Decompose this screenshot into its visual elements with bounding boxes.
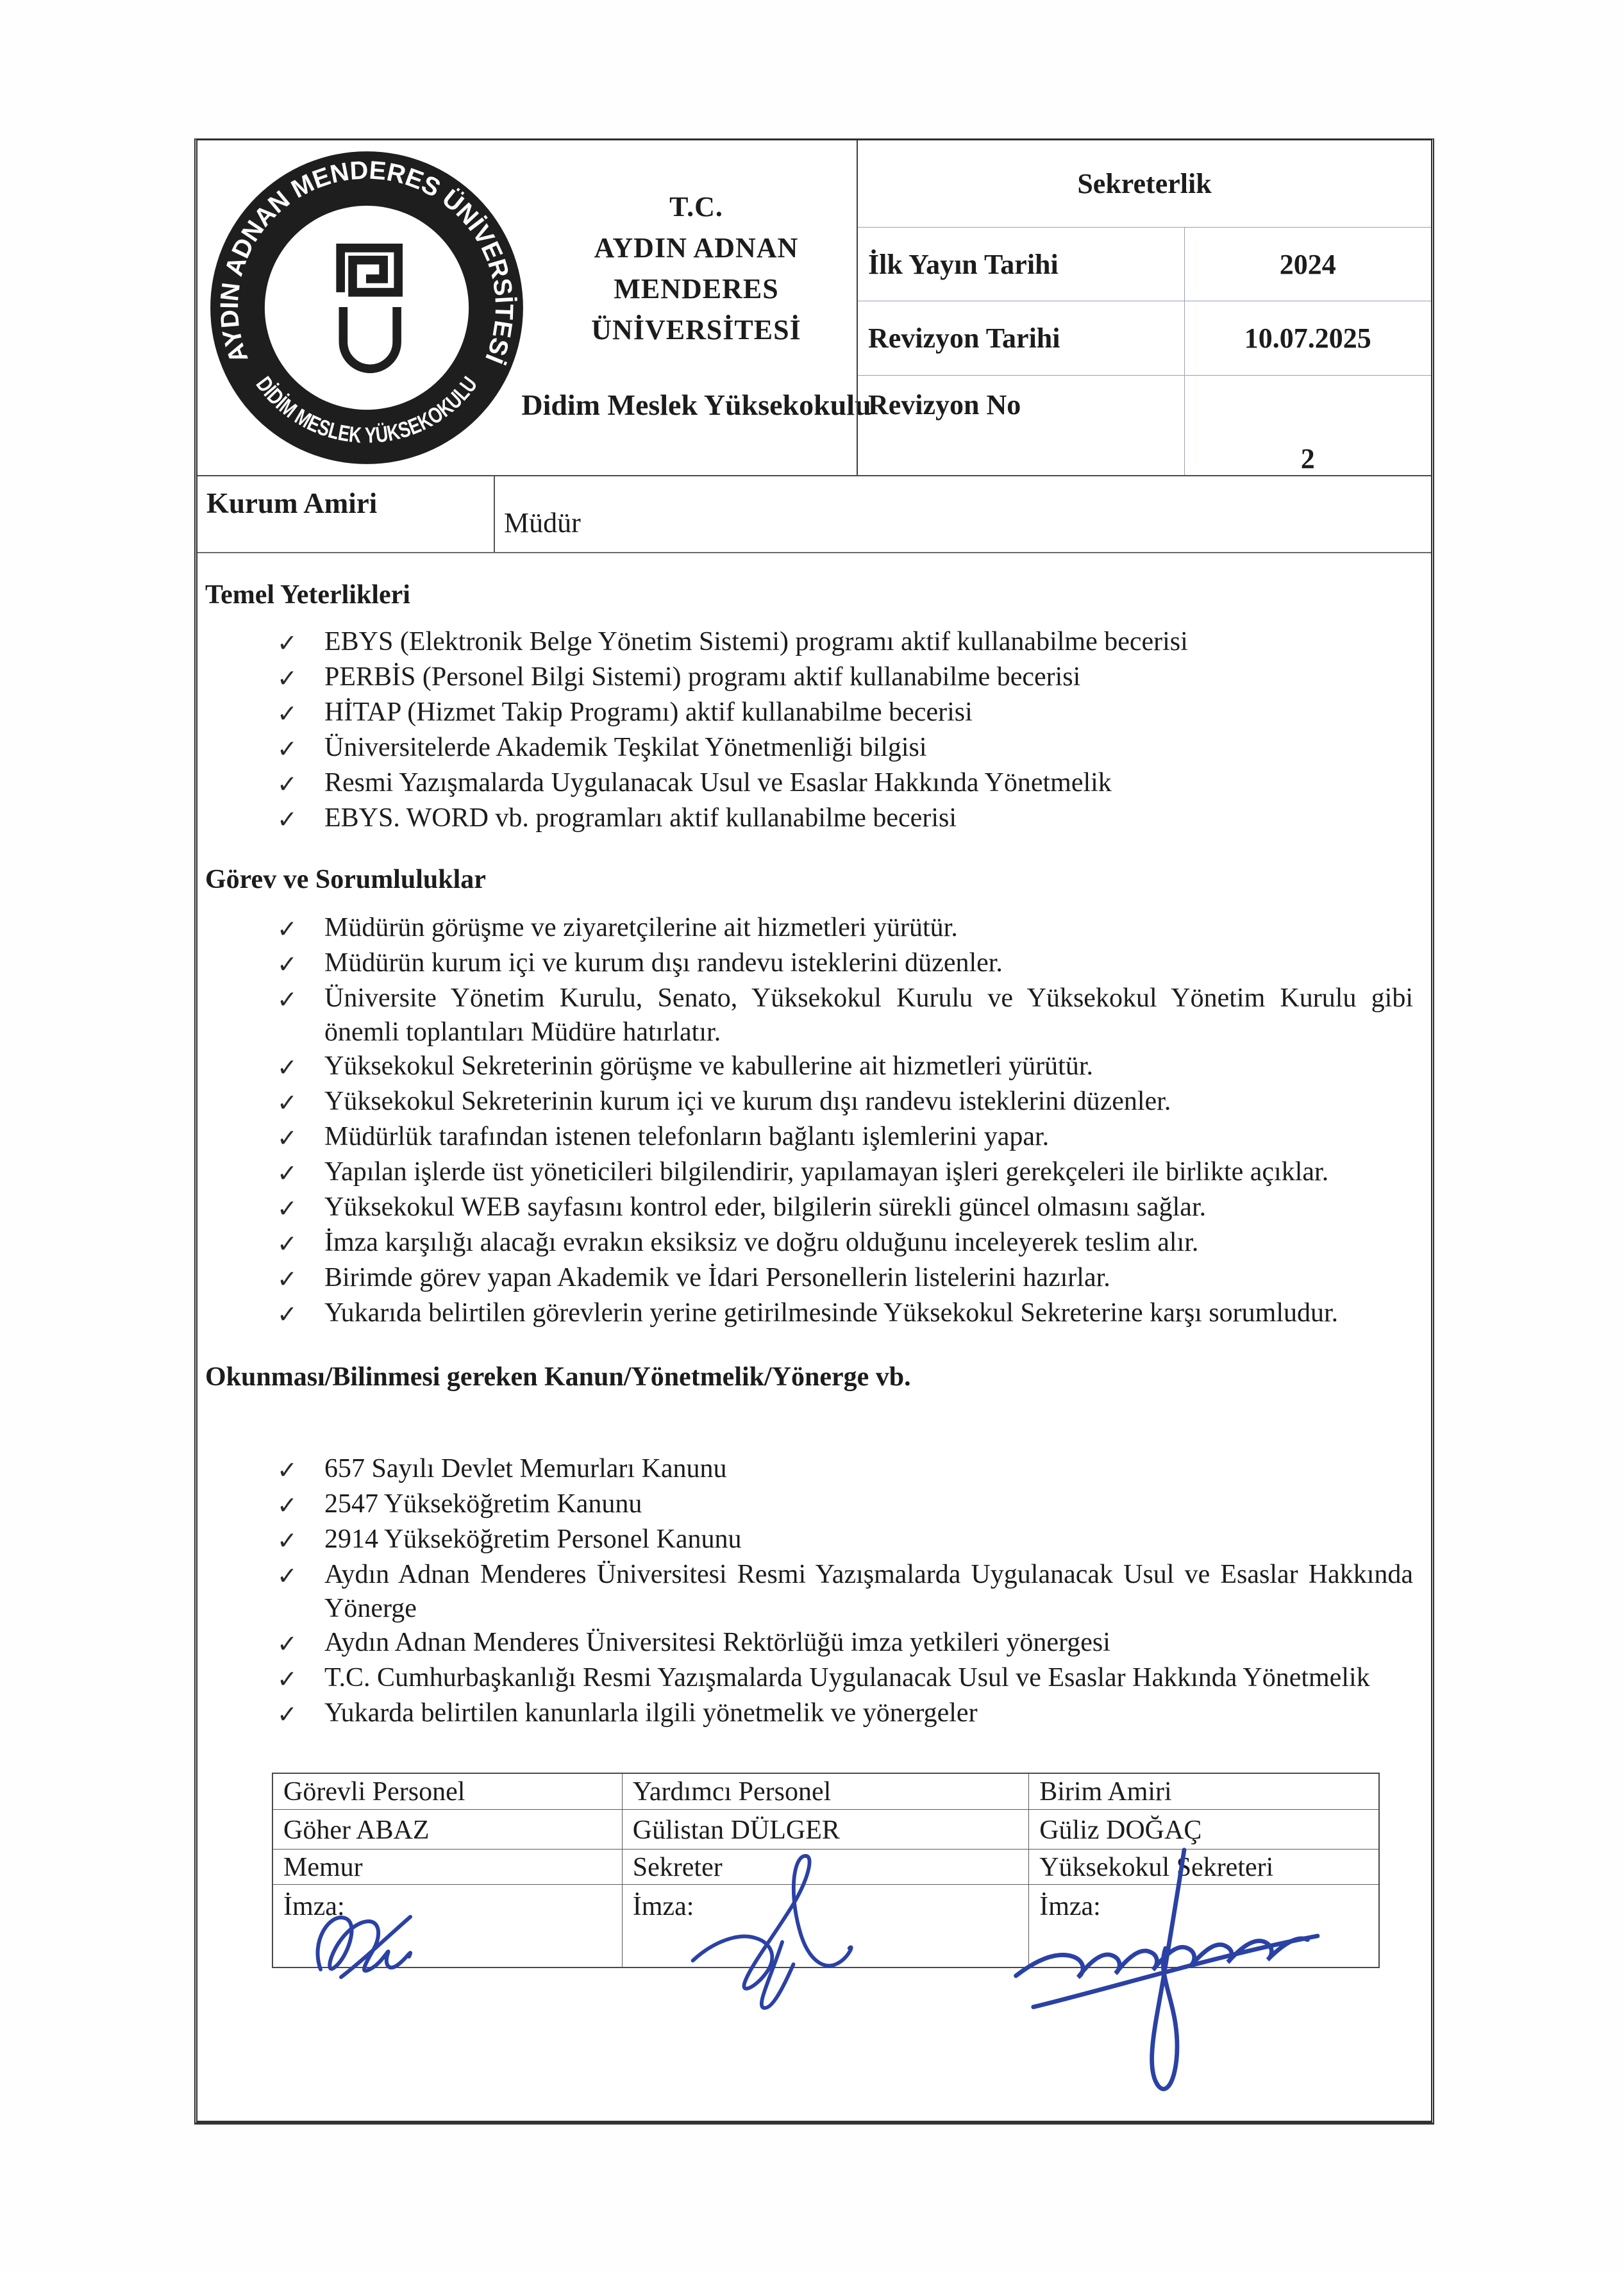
seal-ring-top-text: AYDIN ADNAN MENDERES ÜNİVERSİTESİ <box>215 156 519 368</box>
list-item-text: 2547 Yükseköğretim Kanunu <box>324 1489 642 1519</box>
signature-table <box>272 1773 1380 1968</box>
section-heading-okunmasi-bilinmesi: Okunması/Bilinmesi gereken Kanun/Yönetmelik/Yönerge vb. <box>205 1362 911 1392</box>
list-item <box>277 731 1413 766</box>
check-icon: ✓ <box>277 1526 297 1555</box>
list-item-text: Aydın Adnan Menderes Üniversitesi Resmi Yazışmalarda Uygulanacak Usul ve Esaslar Hakkında Yönerge <box>324 1560 1413 1623</box>
sig-imza-cell <box>273 1885 623 1967</box>
check-icon: ✓ <box>277 735 297 763</box>
list-item-text: EBYS (Elektronik Belge Yönetim Sistemi) programı aktif kullanabilme becerisi <box>324 627 1188 656</box>
list-item <box>277 1661 1413 1696</box>
imza-label: İmza: <box>1039 1892 1101 1921</box>
org-line-tc: T.C. <box>669 191 723 222</box>
list-item-text: PERBİS (Personel Bilgi Sistemi) programı aktif kullanabilme becerisi <box>324 662 1081 692</box>
check-icon: ✓ <box>277 1562 297 1590</box>
check-icon: ✓ <box>277 1124 297 1152</box>
info-value: 10.07.2025 <box>1244 322 1371 355</box>
check-icon: ✓ <box>277 1665 297 1693</box>
org-title-block <box>521 140 871 475</box>
list-item-text: Yapılan işlerde üst yöneticileri bilgilendirir, yapılamayan işleri gerekçeleri ile birlikte açıklar. <box>324 1157 1329 1187</box>
info-value: 2 <box>1300 442 1315 474</box>
list-item <box>277 1049 1413 1085</box>
list-item <box>277 981 1413 1049</box>
list-item <box>277 946 1413 981</box>
list-item <box>277 660 1413 696</box>
check-icon: ✓ <box>277 699 297 728</box>
check-icon: ✓ <box>277 1159 297 1187</box>
list-item-text: Aydın Adnan Menderes Üniversitesi Rektörlüğü imza yetkileri yönergesi <box>324 1628 1110 1657</box>
check-icon: ✓ <box>277 1089 297 1117</box>
sig-title-cell: Sekreter <box>623 1850 1029 1885</box>
list-item <box>277 625 1413 660</box>
section-heading-temel-yeterlikleri: Temel Yeterlikleri <box>205 580 410 610</box>
list-item <box>277 1296 1413 1332</box>
list-item <box>277 1487 1413 1523</box>
org-line-universitesi: ÜNİVERSİTESİ <box>591 314 801 346</box>
check-icon: ✓ <box>277 1491 297 1519</box>
check-icon: ✓ <box>277 664 297 692</box>
check-icon: ✓ <box>277 1265 297 1293</box>
gorev-sorumluluklar-list <box>277 911 1413 1332</box>
info-title-sekreterlik: Sekreterlik <box>858 140 1431 228</box>
document-header <box>197 140 1431 476</box>
sig-role-cell: Görevli Personel <box>273 1774 623 1810</box>
list-item-text: Müdürlük tarafından istenen telefonların bağlantı işlemlerini yapar. <box>324 1122 1050 1151</box>
sig-role-cell: Birim Amiri <box>1029 1774 1378 1810</box>
kurum-amiri-value: Müdür <box>494 476 1431 552</box>
list-item-text: Yukarda belirtilen kanunlarla ilgili yönetmelik ve yönergeler <box>324 1698 978 1728</box>
list-item <box>277 1261 1413 1296</box>
check-icon: ✓ <box>277 1194 297 1223</box>
list-item <box>277 801 1413 837</box>
list-item-text: 2914 Yükseköğretim Personel Kanunu <box>324 1524 742 1554</box>
university-seal-icon <box>209 150 524 465</box>
temel-yeterlikleri-list <box>277 625 1413 837</box>
imza-label: İmza: <box>632 1892 694 1921</box>
check-icon: ✓ <box>277 985 297 1014</box>
list-item-text: Müdürün görüşme ve ziyaretçilerine ait hizmetleri yürütür. <box>324 913 958 942</box>
section-heading-gorev-sorumluluklar: Görev ve Sorumluluklar <box>205 865 486 894</box>
list-item-text: Resmi Yazışmalarda Uygulanacak Usul ve Esaslar Hakkında Yönetmelik <box>324 768 1112 798</box>
list-item-text: İmza karşılığı alacağı evrakın eksiksiz ve doğru olduğunu inceleyerek teslim alır. <box>324 1228 1199 1257</box>
list-item-text: Birimde görev yapan Akademik ve İdari Personellerin listelerini hazırlar. <box>324 1263 1110 1292</box>
seal-inner-disc <box>265 206 469 410</box>
logo-cell <box>197 140 536 475</box>
list-item-text: Yüksekokul WEB sayfasını kontrol eder, bilgilerin sürekli güncel olmasını sağlar. <box>324 1192 1207 1222</box>
list-item <box>277 1452 1413 1487</box>
check-icon: ✓ <box>277 805 297 833</box>
check-icon: ✓ <box>277 1230 297 1258</box>
list-item <box>277 1558 1413 1626</box>
sig-name-cell: Gülistan DÜLGER <box>623 1810 1029 1850</box>
list-item <box>277 1155 1413 1190</box>
kurum-amiri-row <box>197 476 1431 553</box>
sig-name-cell: Güliz DOĞAÇ <box>1029 1810 1378 1850</box>
info-row-first-publish <box>858 228 1431 302</box>
list-item-text: Üniversitelerde Akademik Teşkilat Yönetmenliği bilgisi <box>324 733 927 762</box>
kanun-yonetmelik-list <box>277 1452 1413 1732</box>
list-item <box>277 1626 1413 1661</box>
info-row-revision-no <box>858 376 1431 475</box>
list-item-text: Yüksekokul Sekreterinin görüşme ve kabullerine ait hizmetleri yürütür. <box>324 1051 1094 1081</box>
list-item-text: EBYS. WORD vb. programları aktif kullanabilme becerisi <box>324 803 957 833</box>
list-item <box>277 1120 1413 1155</box>
list-item-text: Yukarıda belirtilen görevlerin yerine getirilmesinde Yüksekokul Sekreterine karşı sorumludur. <box>324 1298 1339 1328</box>
kurum-amiri-label: Kurum Amiri <box>206 487 378 519</box>
org-line-menderes: MENDERES <box>614 273 779 305</box>
check-icon: ✓ <box>277 629 297 657</box>
check-icon: ✓ <box>277 1300 297 1328</box>
info-label: Revizyon No <box>858 376 1185 475</box>
list-item-text: 657 Sayılı Devlet Memurları Kanunu <box>324 1454 727 1483</box>
document-body <box>197 553 1431 2121</box>
list-item <box>277 766 1413 801</box>
info-value: 2024 <box>1279 248 1336 280</box>
sig-imza-cell <box>623 1885 1029 1967</box>
sig-imza-cell <box>1029 1885 1378 1967</box>
document-frame <box>194 138 1434 2125</box>
revision-info-table <box>857 140 1431 475</box>
check-icon: ✓ <box>277 1700 297 1728</box>
list-item <box>277 1085 1413 1120</box>
imza-label: İmza: <box>283 1892 345 1921</box>
list-item-text: Müdürün kurum içi ve kurum dışı randevu isteklerini düzenler. <box>324 948 1003 978</box>
list-item-text: Yüksekokul Sekreterinin kurum içi ve kurum dışı randevu isteklerini düzenler. <box>324 1087 1171 1116</box>
check-icon: ✓ <box>277 950 297 978</box>
sig-name-cell: Göher ABAZ <box>273 1810 623 1850</box>
org-line-aydin-adnan: AYDIN ADNAN <box>594 232 799 263</box>
check-icon: ✓ <box>277 1053 297 1082</box>
list-item <box>277 911 1413 946</box>
seal-ring-bottom-text: DİDİM MESLEK YÜKSEKOKULU <box>251 369 485 449</box>
list-item-text: HİTAP (Hizmet Takip Programı) aktif kullanabilme becerisi <box>324 697 973 727</box>
sig-role-cell: Yardımcı Personel <box>623 1774 1029 1810</box>
list-item-text: Üniversite Yönetim Kurulu, Senato, Yüksekokul Kurulu ve Yüksekokul Yönetim Kurulu gibi önemli toplantıları Müdüre hatırlatır. <box>324 983 1413 1047</box>
info-row-revision-date <box>858 301 1431 376</box>
sig-title-cell: Yüksekokul Sekreteri <box>1029 1850 1378 1885</box>
list-item <box>277 1696 1413 1732</box>
list-item <box>277 1226 1413 1261</box>
check-icon: ✓ <box>277 1630 297 1658</box>
info-label: İlk Yayın Tarihi <box>858 228 1185 301</box>
list-item <box>277 1523 1413 1558</box>
check-icon: ✓ <box>277 770 297 798</box>
check-icon: ✓ <box>277 1456 297 1484</box>
org-unit-name: Didim Meslek Yüksekokulu <box>521 388 871 421</box>
list-item <box>277 1190 1413 1226</box>
list-item <box>277 696 1413 731</box>
info-label: Revizyon Tarihi <box>858 301 1185 375</box>
check-icon: ✓ <box>277 915 297 943</box>
sig-title-cell: Memur <box>273 1850 623 1885</box>
list-item-text: T.C. Cumhurbaşkanlığı Resmi Yazışmalarda Uygulanacak Usul ve Esaslar Hakkında Yönetmelik <box>324 1663 1370 1692</box>
